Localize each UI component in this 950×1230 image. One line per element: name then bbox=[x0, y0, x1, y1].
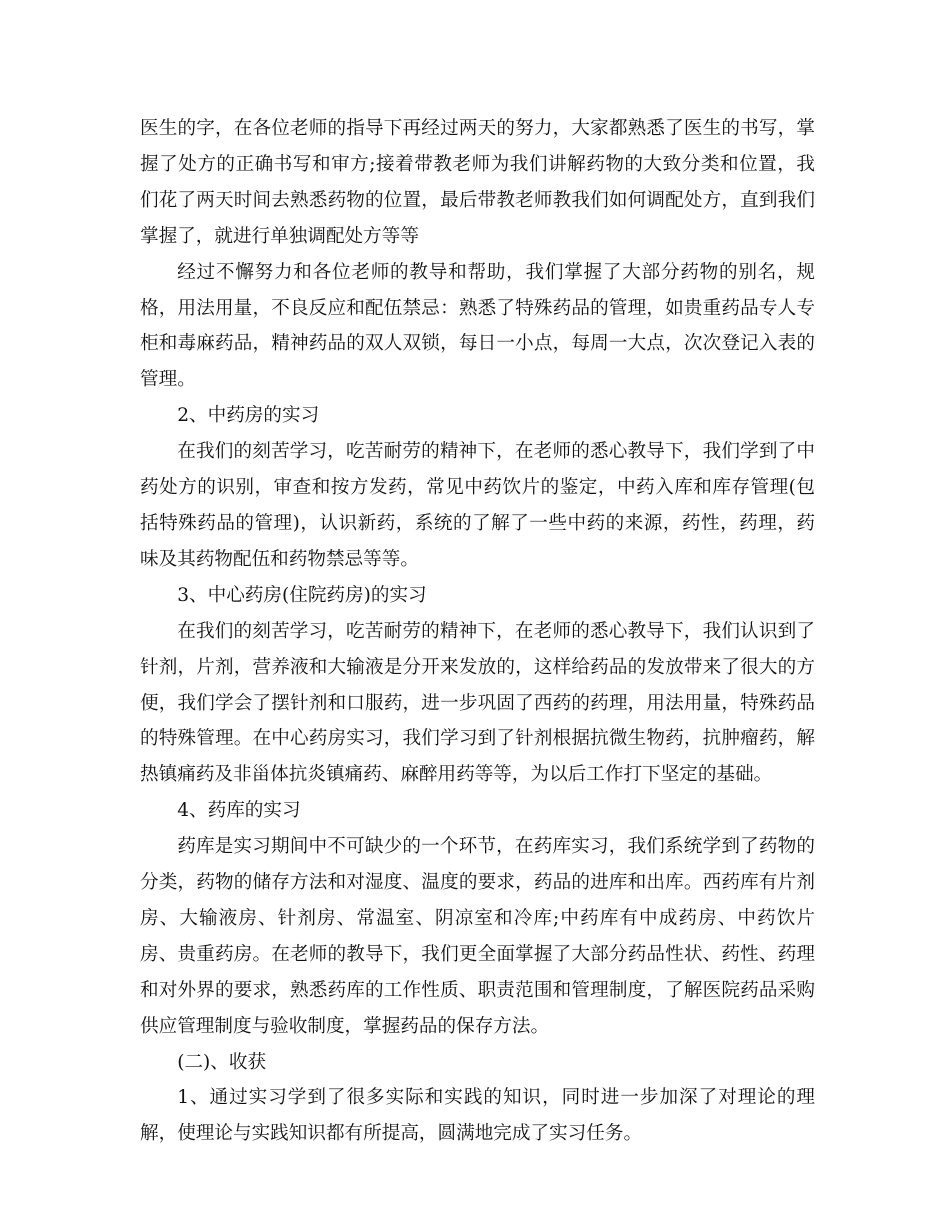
paragraph-continuation: 医生的字，在各位老师的指导下再经过两天的努力，大家都熟悉了医生的书写，掌握了处方的正确书写和审方;接着带教老师为我们讲解药物的大致分类和位置，我们花了两天时间去熟悉药物的位置，最后带教老师教我们如何调配处方，直到我们掌握了，就进行单独调配处方等等 bbox=[140, 118, 815, 247]
paragraph-chinese-pharmacy: 在我们的刻苦学习，吃苦耐劳的精神下，在老师的悉心教导下，我们学到了中药处方的识别，审查和按方发药，常见中药饮片的鉴定，中药入库和库存管理(包括特殊药品的管理)，认识新药，系统的了解了一些中药的来源，药性，药理，药味及其药物配伍和药物禁忌等等。 bbox=[140, 441, 815, 570]
section-heading-gains: (二)、收获 bbox=[177, 1051, 267, 1073]
document-body bbox=[140, 111, 815, 1152]
paragraph-gains-1: 1、通过实习学到了很多实际和实践的知识，同时进一步加深了对理论的理解，使理论与实践知识都有所提高，圆满地完成了实习任务。 bbox=[140, 1087, 815, 1145]
paragraph-drug-knowledge: 经过不懈努力和各位老师的教导和帮助，我们掌握了大部分药物的别名，规格，用法用量，不良反应和配伍禁忌：熟悉了特殊药品的管理，如贵重药品专人专柜和毒麻药品，精神药品的双人双锁，每日一小点，每周一大点，次次登记入表的管理。 bbox=[140, 261, 815, 391]
section-heading-central-pharmacy: 3、中心药房(住院药房)的实习 bbox=[177, 584, 427, 606]
paragraph-drug-warehouse: 药库是实习期间中不可缺少的一个环节，在药库实习，我们系统学到了药物的分类，药物的储存方法和对湿度、温度的要求，药品的进库和出库。西药库有片剂房、大输液房、针剂房、常温室、阴凉室和冷库;中药库有中成药房、中药饮片房、贵重药房。在老师的教导下，我们更全面掌握了大部分药品性状、药性、药理和对外界的要求，熟悉药库的工作性质、职责范围和管理制度，了解医院药品采购供应管理制度与验收制度，掌握药品的保存方法。 bbox=[140, 836, 815, 1037]
section-heading-chinese-pharmacy: 2、中药房的实习 bbox=[177, 405, 320, 427]
section-heading-drug-warehouse: 4、药库的实习 bbox=[177, 800, 301, 822]
paragraph-central-pharmacy: 在我们的刻苦学习，吃苦耐劳的精神下，在老师的悉心教导下，我们认识到了针剂，片剂，营养液和大输液是分开来发放的，这样给药品的发放带来了很大的方便，我们学会了摆针剂和口服药，进一步巩固了西药的药理，用法用量，特殊药品的特殊管理。在中心药房实习，我们学习到了针剂根据抗微生物药，抗肿瘤药，解热镇痛药及非甾体抗炎镇痛药、麻醉用药等等，为以后工作打下坚定的基础。 bbox=[140, 620, 815, 786]
